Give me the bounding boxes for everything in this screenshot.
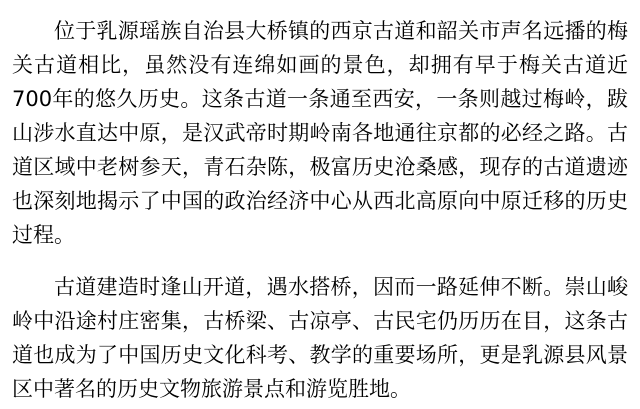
paragraph-1: 位于乳源瑶族自治县大桥镇的西京古道和韶关市声名远播的梅关古道相比，虽然没有连绵如画的景色，却拥有早于梅关古道近700年的悠久历史。这条古道一条通至西安，一条则越过梅岭，跋山涉水直达中原，是汉武帝时期岭南各地通往京都的必经之路。古道区域中老树参天，青石杂陈，极富历史沧桑感，现存的古道遗迹也深刻地揭示了中国的政治经济中心从西北高原向中原迁移的历史过程。 (12, 19, 628, 247)
paragraph-2: 古道建造时逢山开道，遇水搭桥，因而一路延伸不断。崇山峻岭中沿途村庄密集，古桥梁、古凉亭、古民宅仍历历在目，这条古道也成为了中国历史文化科考、教学的重要场所，更是乳源县风景区中著名的历史文物旅游景点和游览胜地。 (12, 275, 628, 401)
